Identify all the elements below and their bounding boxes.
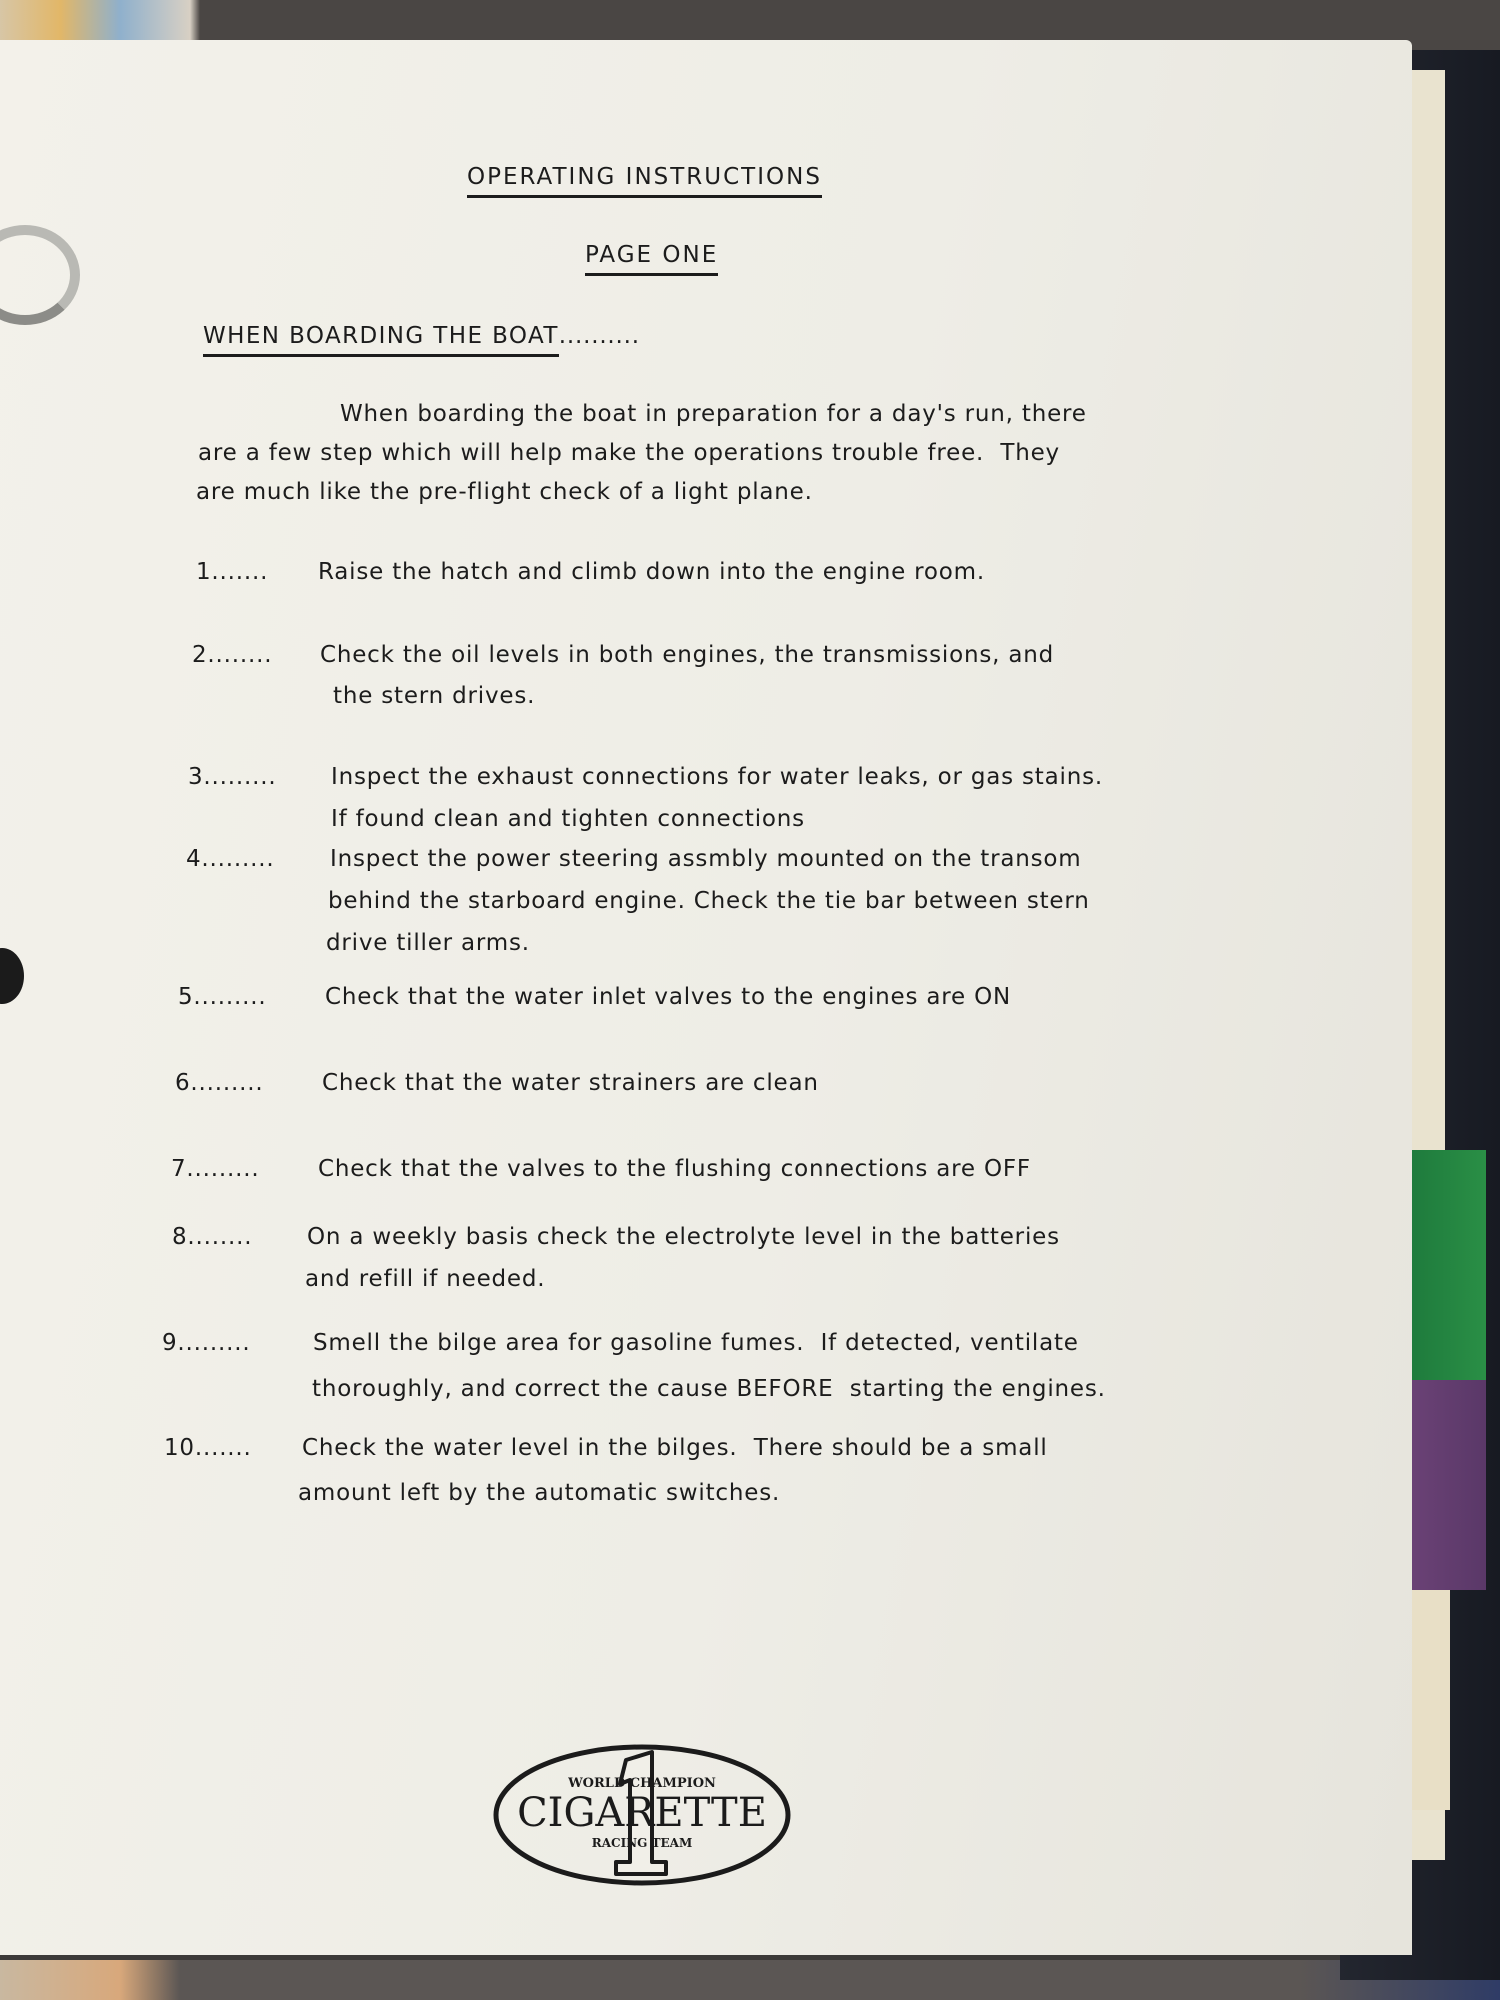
step-text: behind the starboard engine. Check the tie bar between stern: [328, 888, 1090, 914]
step-text: Check the water level in the bilges. There should be a small: [302, 1435, 1048, 1461]
section-heading: WHEN BOARDING THE BOAT: [203, 323, 559, 357]
divider-tab-cream: [1410, 1590, 1450, 1810]
step-text: drive tiller arms.: [326, 930, 530, 956]
step-text: and refill if needed.: [305, 1266, 546, 1292]
cigarette-racing-logo: [492, 1740, 792, 1890]
step-number: 5.........: [178, 984, 267, 1010]
section-heading-line: [203, 323, 640, 357]
document-title: OPERATING INSTRUCTIONS: [467, 164, 822, 198]
background-table-bottom: [0, 1960, 1500, 2000]
step-text: Check that the water strainers are clean: [322, 1070, 819, 1096]
step-number: 9.........: [162, 1330, 251, 1356]
step-number: 4.........: [186, 846, 275, 872]
step-number: 7.........: [171, 1156, 260, 1182]
logo-bottom-text: RACING TEAM: [591, 1836, 693, 1850]
step-text: the stern drives.: [333, 683, 536, 709]
step-number: 2........: [192, 642, 273, 668]
section-heading-leader: ..........: [558, 323, 640, 349]
step-text: Inspect the exhaust connections for water leaks, or gas stains.: [331, 764, 1103, 790]
logo-top-text: WORLD CHAMPION: [568, 1776, 716, 1791]
step-text: thoroughly, and correct the cause BEFORE starting the engines.: [312, 1376, 1106, 1402]
divider-tab-green: [1408, 1150, 1486, 1380]
document-page: [0, 40, 1412, 1955]
step-text: Inspect the power steering assmbly mounted on the transom: [330, 846, 1082, 872]
step-number: 1.......: [196, 559, 269, 585]
step-text: If found clean and tighten connections: [331, 806, 805, 832]
step-number: 3.........: [188, 764, 277, 790]
step-number: 6.........: [175, 1070, 264, 1096]
step-text: On a weekly basis check the electrolyte level in the batteries: [307, 1224, 1060, 1250]
step-text: Check that the water inlet valves to the engines are ON: [325, 984, 1011, 1010]
step-text: Check the oil levels in both engines, the transmissions, and: [320, 642, 1055, 668]
page-label: PAGE ONE: [585, 242, 718, 276]
step-text: amount left by the automatic switches.: [298, 1480, 781, 1506]
step-text: Smell the bilge area for gasoline fumes. If detected, ventilate: [313, 1330, 1079, 1356]
step-number: 8........: [172, 1224, 253, 1250]
intro-line: are much like the pre-flight check of a light plane.: [196, 479, 813, 505]
intro-line: are a few step which will help make the operations trouble free. They: [198, 440, 1060, 466]
step-text: Raise the hatch and climb down into the engine room.: [318, 559, 985, 585]
step-text: Check that the valves to the flushing connections are OFF: [318, 1156, 1031, 1182]
intro-line: When boarding the boat in preparation for a day's run, there: [340, 401, 1087, 427]
step-number: 10.......: [164, 1435, 252, 1461]
binder-ring: [0, 225, 80, 325]
divider-tab-purple: [1408, 1380, 1486, 1590]
logo-brand: CIGARETTE: [517, 1790, 767, 1836]
punch-hole: [0, 948, 24, 1004]
